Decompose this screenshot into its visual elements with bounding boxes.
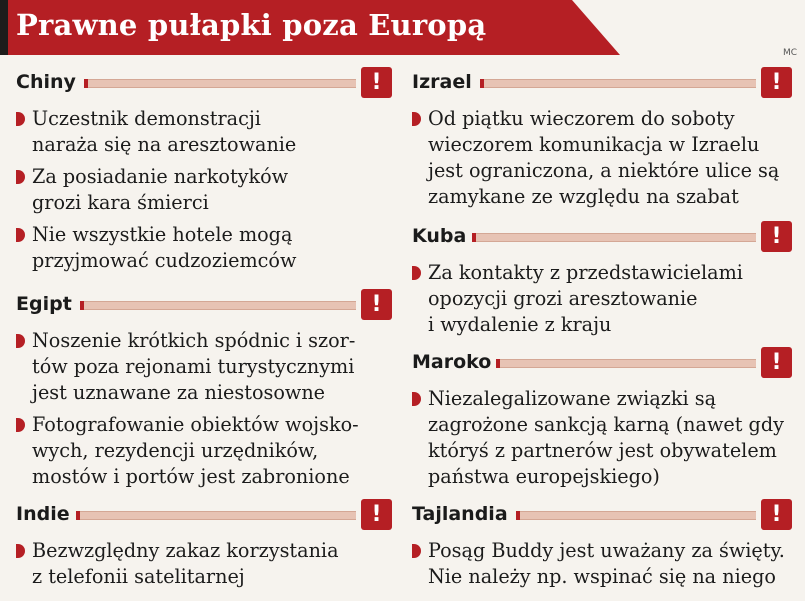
item-text: Niezalegalizowane związki są zagrożone sankcją karną (nawet gdy któryś z partnerów jest obywatelem państwa europejskiego) <box>428 387 784 488</box>
section-header <box>408 346 792 380</box>
list-item <box>408 538 792 590</box>
item-text: Za kontakty z przedstawicielami opozycji grozi aresztowanie i wydalenie z kraju <box>428 261 743 336</box>
bullet-icon <box>412 392 421 406</box>
section-tajlandia <box>408 498 792 590</box>
list-item <box>12 164 392 216</box>
country-name: Chiny <box>16 71 76 93</box>
exclamation-warning-icon <box>761 347 792 378</box>
section-kuba <box>408 220 792 338</box>
country-name: Maroko <box>412 351 492 373</box>
exclamation-warning-icon <box>361 67 392 98</box>
section-header <box>12 66 392 100</box>
section-maroko <box>408 346 792 490</box>
bullet-icon <box>16 334 25 348</box>
item-text: Uczestnik demonstracji naraża się na aresztowanie <box>32 107 297 156</box>
header-rule <box>480 79 756 88</box>
header-rule <box>496 359 756 368</box>
bullet-icon <box>16 544 25 558</box>
list-item <box>12 412 392 490</box>
list-item <box>408 260 792 338</box>
section-header <box>408 220 792 254</box>
header-rule <box>76 511 356 520</box>
exclamation-warning-icon <box>761 67 792 98</box>
bullet-icon <box>412 266 421 280</box>
bullet-icon <box>16 170 25 184</box>
header-rule <box>472 233 756 242</box>
list-item <box>408 386 792 490</box>
item-text: Noszenie krótkich spódnic i szor- tów poza rejonami turystycznymi jest uznawane za niestosowne <box>32 329 356 404</box>
section-header <box>12 498 392 532</box>
author-credit: MC <box>782 48 797 58</box>
bullet-icon <box>16 228 25 242</box>
bullet-icon <box>16 112 25 126</box>
section-header <box>12 288 392 322</box>
section-chiny <box>12 66 392 274</box>
list-item <box>12 106 392 158</box>
section-izrael <box>408 66 792 210</box>
country-name: Indie <box>16 503 70 525</box>
item-text: Za posiadanie narkotyków grozi kara śmierci <box>32 165 289 214</box>
section-egipt <box>12 288 392 490</box>
section-indie <box>12 498 392 590</box>
exclamation-warning-icon <box>761 499 792 530</box>
title-banner-accent <box>0 0 8 55</box>
header-rule <box>80 301 356 310</box>
exclamation-warning-icon <box>361 289 392 320</box>
page-title: Prawne pułapki poza Europą <box>16 8 487 42</box>
header-rule <box>516 511 756 520</box>
list-item <box>12 538 392 590</box>
section-header <box>408 498 792 532</box>
item-text: Nie wszystkie hotele mogą przyjmować cudzoziemców <box>32 223 297 272</box>
country-name: Izrael <box>412 71 472 93</box>
country-name: Egipt <box>16 293 72 315</box>
list-item <box>12 222 392 274</box>
item-text: Od piątku wieczorem do soboty wieczorem komunikacja w Izraelu jest ograniczona, a niektóre ulice są zamykane ze względu na szabat <box>428 107 780 208</box>
list-item <box>408 106 792 210</box>
section-header <box>408 66 792 100</box>
list-item <box>12 328 392 406</box>
country-name: Tajlandia <box>412 503 508 525</box>
bullet-icon <box>412 112 421 126</box>
bullet-icon <box>412 544 421 558</box>
exclamation-warning-icon <box>761 221 792 252</box>
item-text: Fotografowanie obiektów wojsko- wych, rezydencji urzędników, mostów i portów jest zabronione <box>32 413 359 488</box>
bullet-icon <box>16 418 25 432</box>
country-name: Kuba <box>412 225 467 247</box>
exclamation-warning-icon <box>361 499 392 530</box>
item-text: Posąg Buddy jest uważany za święty. Nie należy np. wspinać się na niego <box>428 539 785 588</box>
item-text: Bezwzględny zakaz korzystania z telefonii satelitarnej <box>32 539 339 588</box>
header-rule <box>84 79 356 88</box>
